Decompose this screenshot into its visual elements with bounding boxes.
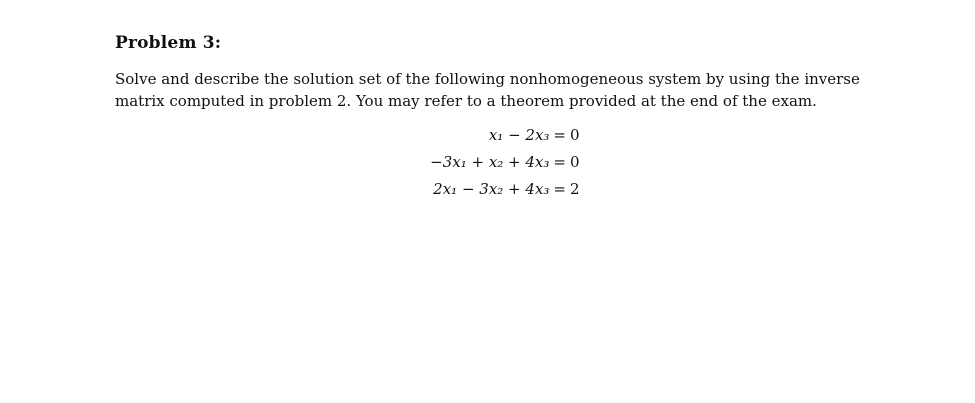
equation-system [380, 126, 580, 207]
equation-lhs: x₁ − 2x₃ [488, 126, 550, 144]
statement-line: matrix computed in problem 2. You may refer to a theorem provided at the end of the exam. [115, 92, 817, 110]
equals-sign: = [553, 180, 566, 198]
equation-lhs: −3x₁ + x₂ + 4x₃ [430, 153, 550, 171]
equals-sign: = [553, 126, 566, 144]
equation-rhs: 2 [570, 180, 580, 198]
equation-3 [380, 180, 580, 207]
equation-lhs: 2x₁ − 3x₂ + 4x₃ [433, 180, 550, 198]
equation-rhs: 0 [570, 153, 580, 171]
equals-sign: = [553, 153, 566, 171]
equation-1 [380, 126, 580, 153]
equation-2 [380, 153, 580, 180]
statement-line: Solve and describe the solution set of the following nonhomogeneous system by using the inverse [115, 70, 860, 88]
problem-title: Problem 3: [115, 33, 222, 53]
problem-statement [115, 68, 875, 112]
equation-rhs: 0 [570, 126, 580, 144]
